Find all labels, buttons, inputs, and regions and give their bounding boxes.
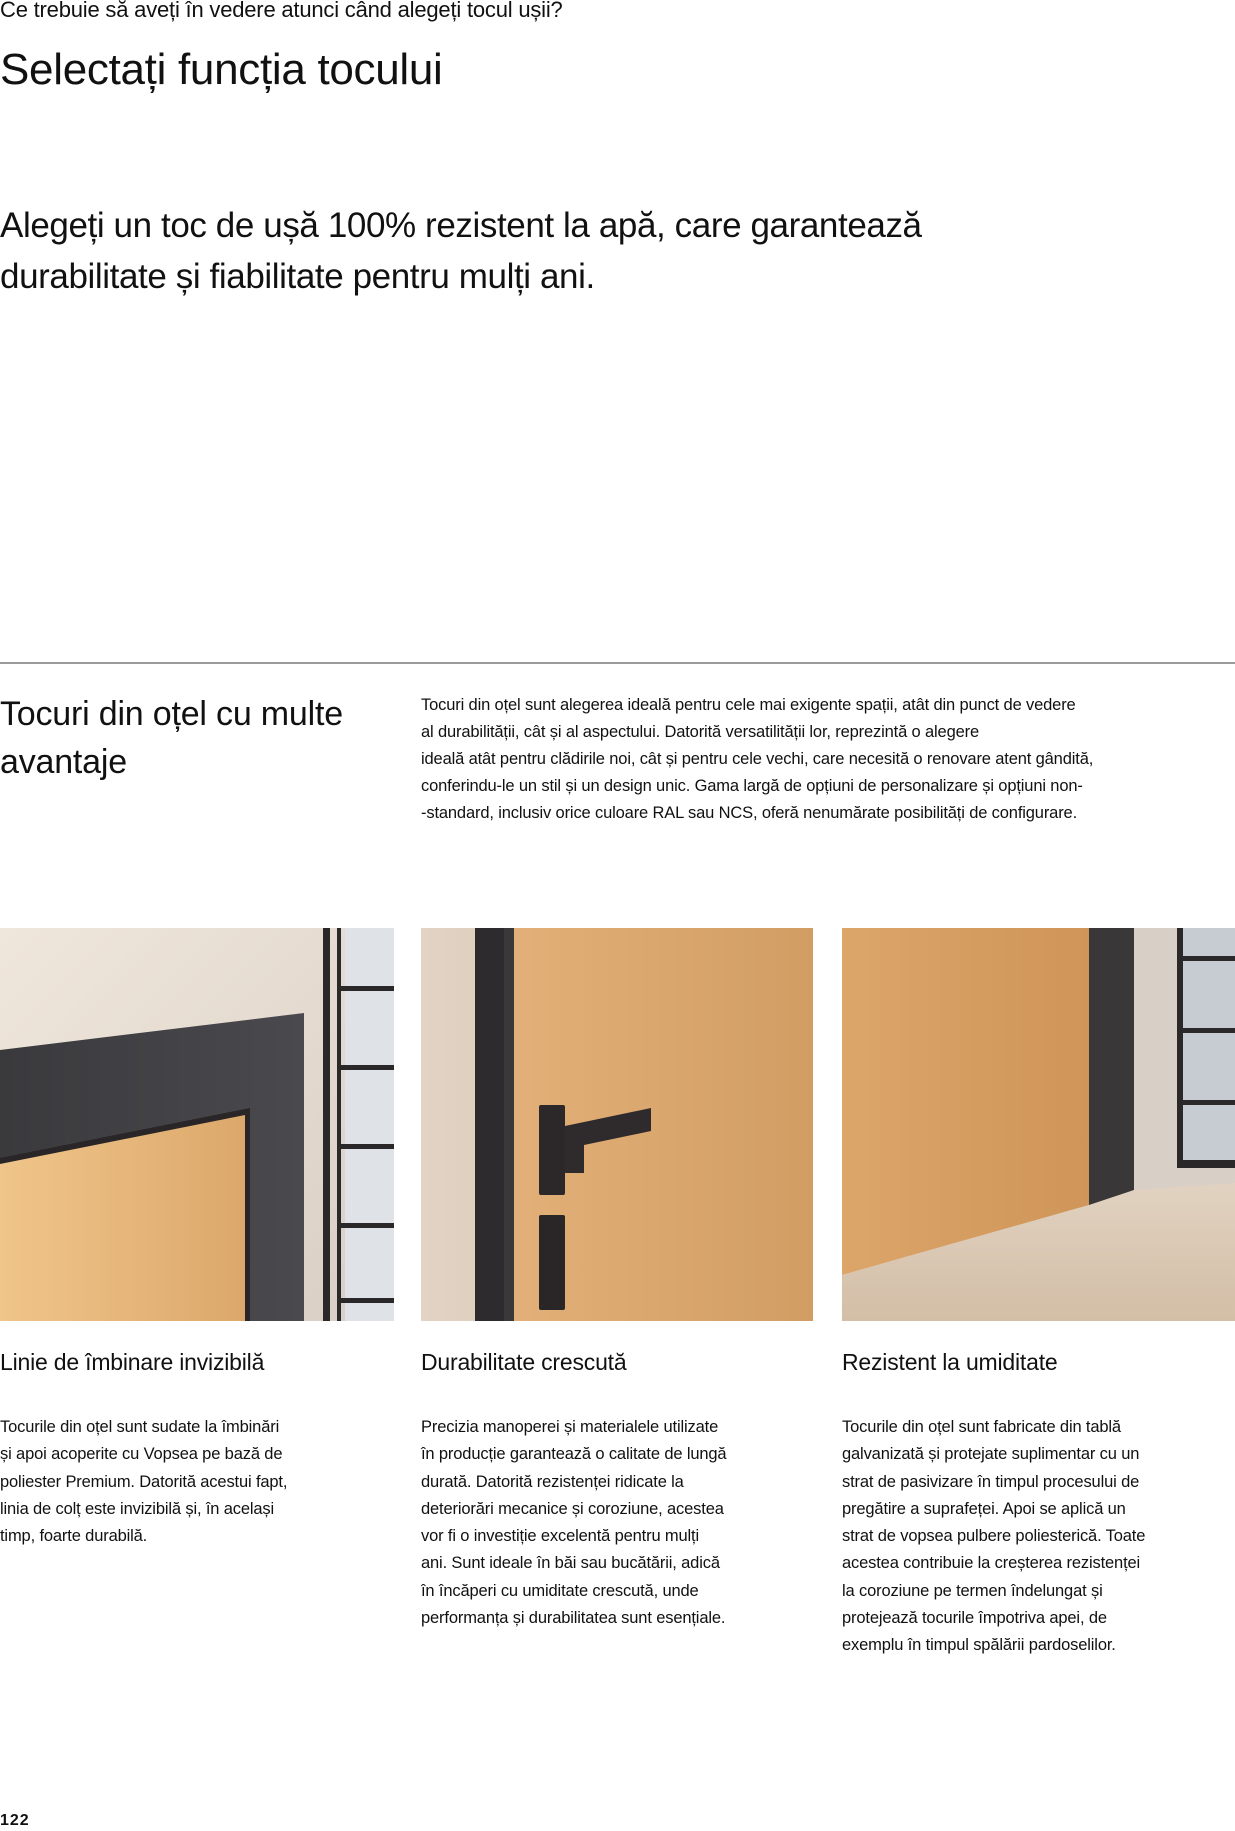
lead-statement	[0, 200, 1050, 302]
feature-line: strat de pasivizare în timpul procesului de	[842, 1472, 1140, 1491]
frame-floor-image	[842, 928, 1235, 1321]
feature-line: în încăperi cu umiditate crescută, unde	[421, 1581, 699, 1600]
feature-line: la coroziune pe termen îndelungat și	[842, 1581, 1103, 1600]
feature-line: timp, foarte durabilă.	[0, 1527, 148, 1546]
feature-line: Tocurile din oțel sunt fabricate din tablă	[842, 1418, 1121, 1436]
page-number: 122	[0, 1812, 30, 1829]
feature-title-moisture-resistant: Rezistent la umiditate	[842, 1349, 1058, 1375]
section-title-line: avantaje	[0, 743, 127, 781]
door-handle-image	[421, 928, 813, 1321]
frame-floor-photo	[842, 928, 1235, 1321]
feature-line: și apoi acoperite cu Vopsea pe bază de	[0, 1445, 283, 1464]
feature-line: acestea contribuie la creșterea rezistenței	[842, 1554, 1141, 1573]
feature-line: performanța și durabilitatea sunt esențiale.	[421, 1609, 726, 1628]
section-title	[0, 690, 400, 786]
intro-line: Tocuri din oțel sunt alegerea ideală pentru cele mai exigente spații, atât din punct de vedere	[421, 696, 1076, 714]
feature-line: pregătire a suprafeței. Apoi se aplică un	[842, 1499, 1126, 1518]
intro-line: -standard, inclusiv orice culoare RAL sau NCS, oferă nenumărate posibilități de configurare.	[421, 804, 1078, 822]
intro-line: ideală atât pentru clădirile noi, cât și pentru cele vechi, care necesită o renovare atent gândită,	[421, 750, 1094, 768]
steel-frame-corner-photo	[0, 928, 394, 1321]
feature-line: deteriorări mecanice și coroziune, acestea	[421, 1499, 724, 1518]
section-title-line: Tocuri din oțel cu multe	[0, 695, 343, 733]
feature-line: protejează tocurile împotriva apei, de	[842, 1609, 1107, 1628]
page-kicker: Ce trebuie să aveți în vedere atunci când alegeți tocul ușii?	[0, 0, 563, 22]
feature-line: vor fi o investiție excelentă pentru mulți	[421, 1527, 700, 1546]
feature-body-durability	[421, 1414, 726, 1632]
feature-line: galvanizată și protejate suplimentar cu un	[842, 1445, 1140, 1464]
lead-line: durabilitate și fiabilitate pentru mulți ani.	[0, 257, 595, 296]
feature-line: poliester Premium. Datorită acestui fapt,	[0, 1472, 288, 1491]
feature-line: în producție garantează o calitate de lungă	[421, 1445, 727, 1464]
lead-line: Alegeți un toc de ușă 100% rezistent la apă, care garantează	[0, 206, 922, 245]
section-intro	[421, 692, 1235, 827]
feature-title-invisible-joint: Linie de îmbinare invizibilă	[0, 1349, 265, 1375]
feature-line: Tocurile din oțel sunt sudate la îmbinări	[0, 1418, 280, 1436]
feature-line: durată. Datorită rezistenței ridicate la	[421, 1472, 684, 1491]
page-title: Selectați funcția tocului	[0, 45, 443, 94]
intro-line: al durabilității, cât și al aspectului. Datorită versatilității lor, reprezintă o alegere	[421, 723, 980, 741]
feature-title-durability: Durabilitate crescută	[421, 1349, 627, 1375]
feature-body-moisture-resistant	[842, 1414, 1145, 1660]
steel-frame-corner-image	[0, 928, 394, 1321]
feature-line: strat de vopsea pulbere poliesterică. Toate	[842, 1527, 1146, 1546]
intro-line: conferindu-le un stil și un design unic. Gama largă de opțiuni de personalizare și opțiuni non-	[421, 777, 1083, 795]
feature-body-invisible-joint	[0, 1414, 287, 1550]
section-divider	[0, 662, 1235, 664]
door-handle-photo	[421, 928, 813, 1321]
feature-line: Precizia manoperei și materialele utilizate	[421, 1418, 719, 1436]
feature-line: linia de colț este invizibilă și, în același	[0, 1499, 275, 1518]
feature-line: exemplu în timpul spălării pardoselilor.	[842, 1636, 1116, 1655]
feature-line: ani. Sunt ideale în băi sau bucătării, adică	[421, 1554, 720, 1573]
